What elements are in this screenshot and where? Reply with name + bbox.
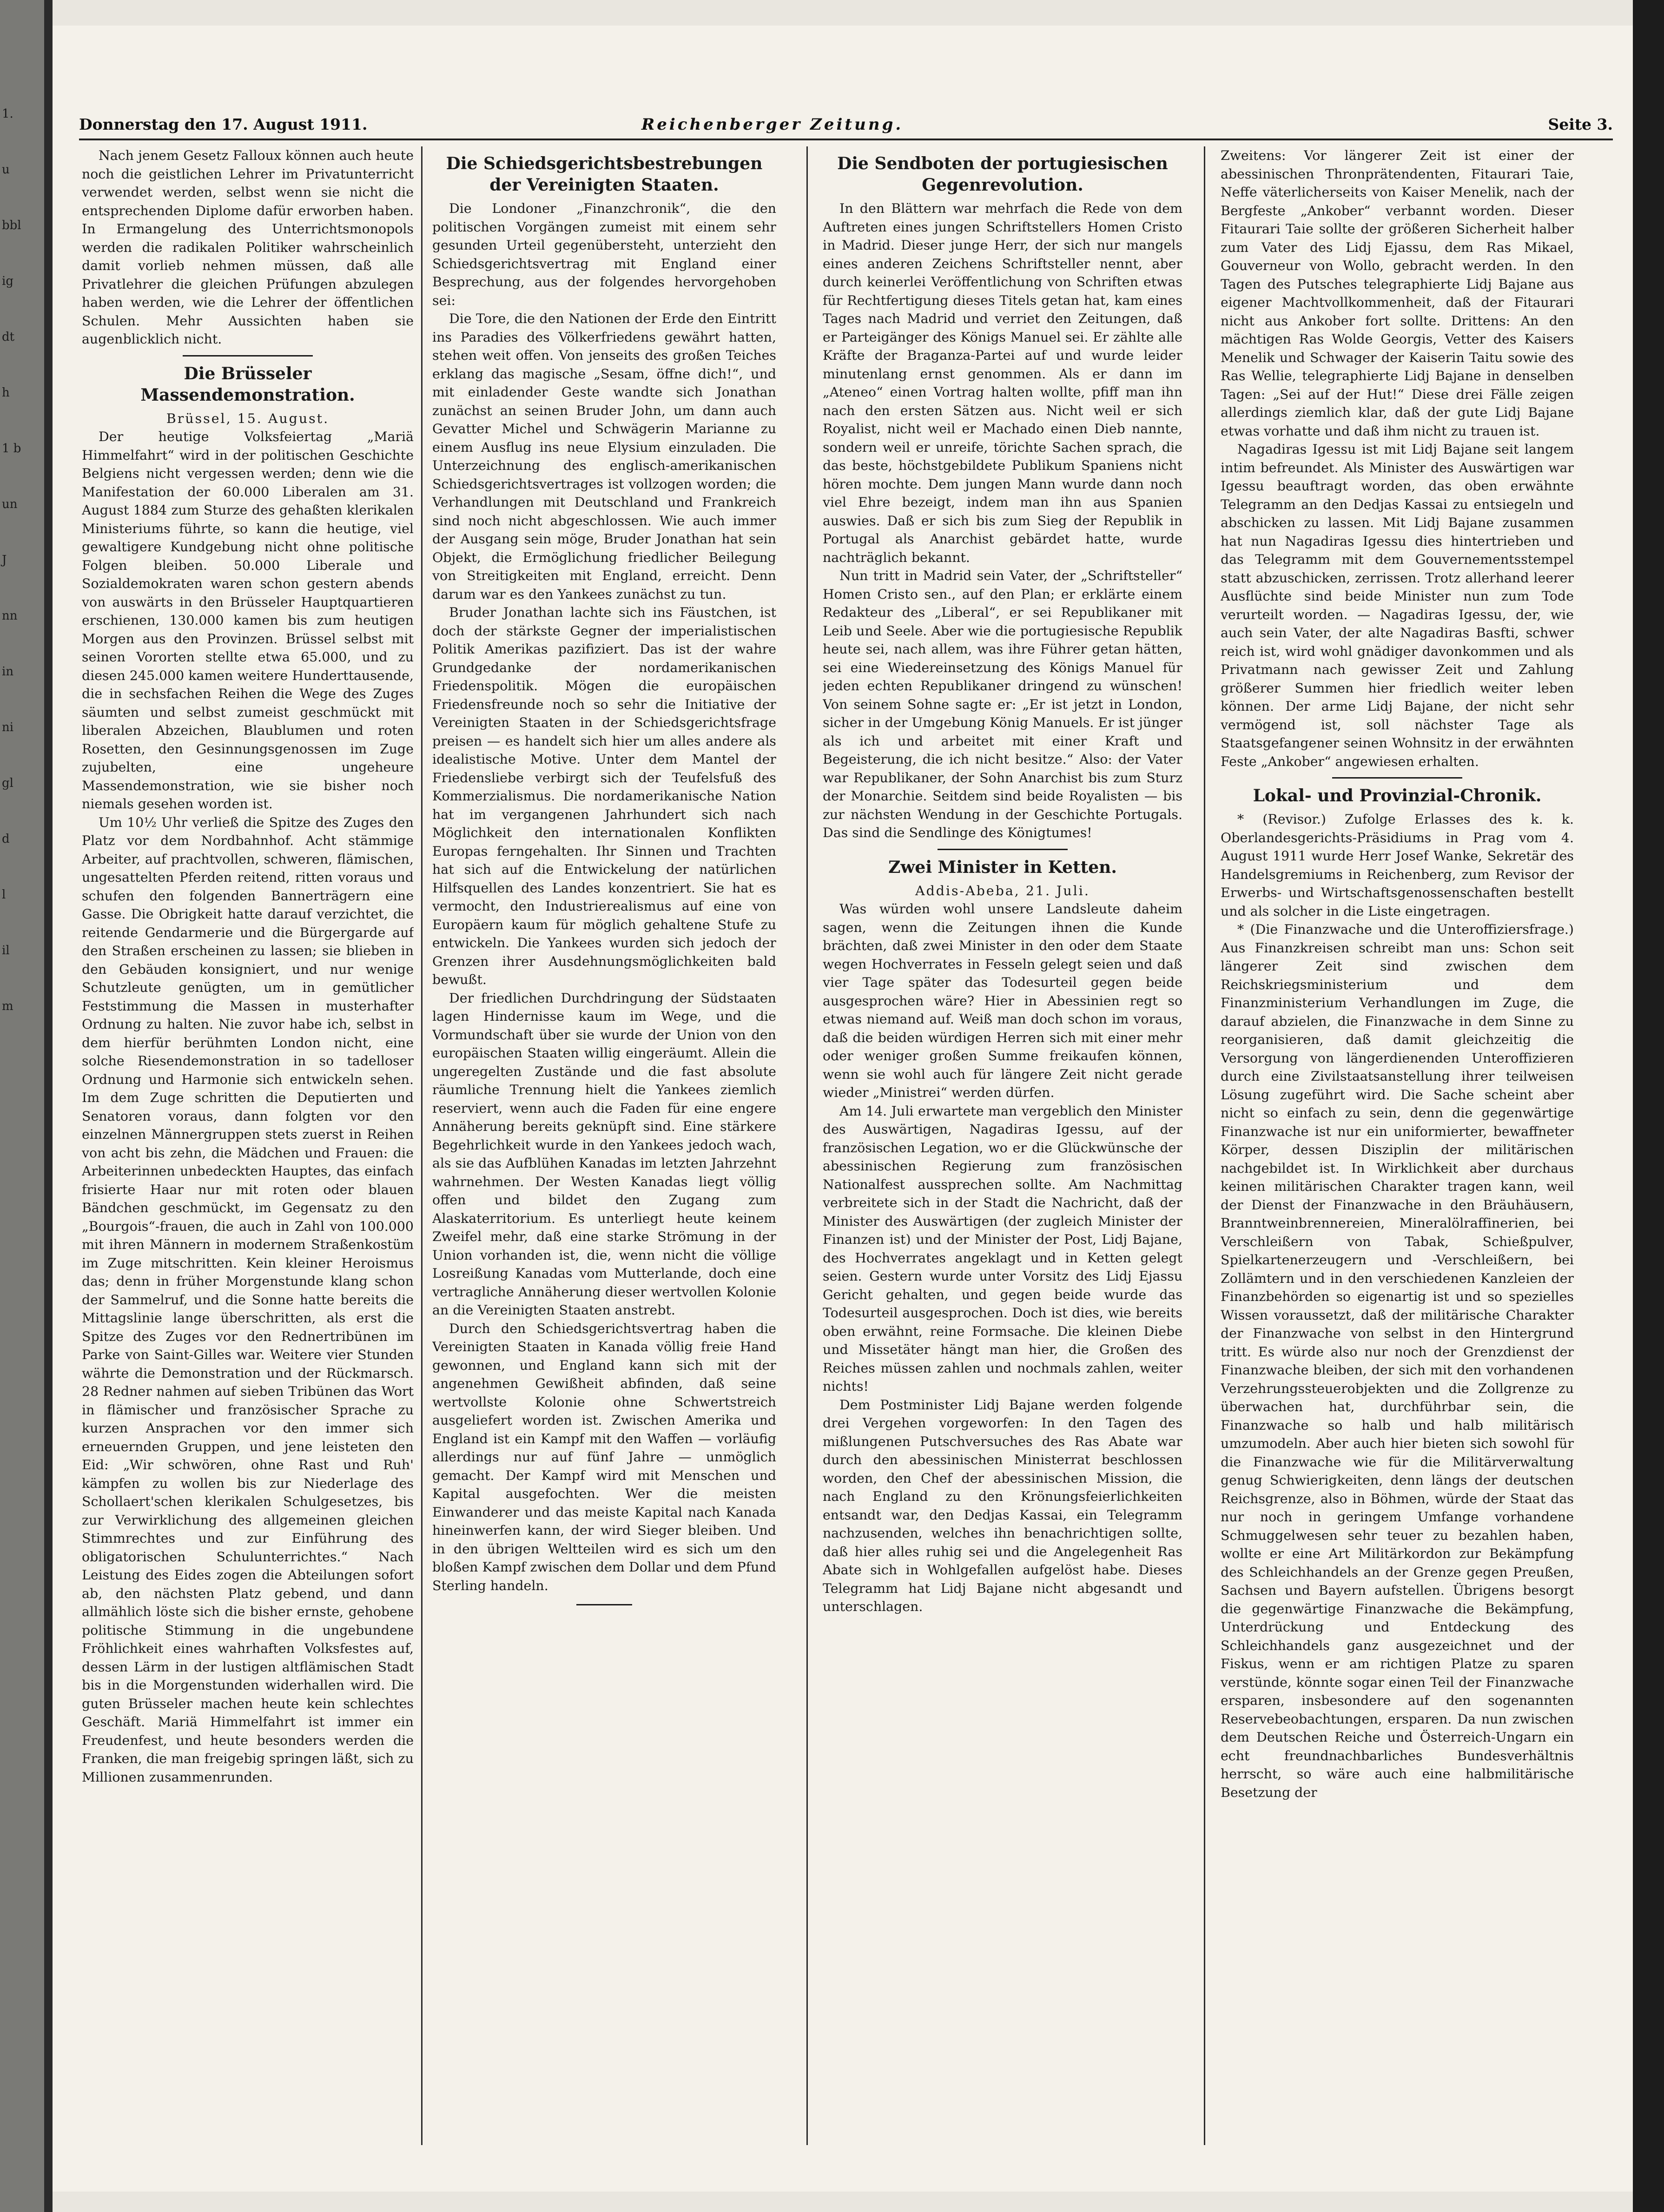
article-paragraph: Der heutige Volksfeiertag „Mariä Himmelfahrt“ wird in der politischen Geschichte Belgiens nicht vergessen werden; denn wie die Manifestation der 60.000 Liberalen am 31. August 1884 zum Sturze des gehaßten klerikalen Ministeriums führte, so kann die heutige, viel gewaltigere Kundgebung nicht ohne politische Folgen bleiben. 50.000 Liberale und Sozialdemokraten waren schon gestern abends von auswärts in den Brüsseler Hauptquartieren erschienen, 130.000 kamen bis zum heutigen Morgen aus den Provinzen. Brüssel selbst mit seinen Vororten stellte etwa 65.000, und zu diesen 245.000 kamen weitere Hunderttausende, die in sechsfachen Reihen die Wege des Zuges säumten und selbst zumeist geschmückt mit liberalen Abzeichen, Blaublumen und roten Rosetten, den Gesinnungsgenossen im Zuge zujubelten, eine ungeheure Massendemonstration, wie sie bisher noch niemals gesehen worden ist. <box>82 429 414 812</box>
adjacent-page-fragment: d <box>2 832 10 846</box>
article-paragraph: Zweitens: Vor längerer Zeit ist einer der abessinischen Thronprätendenten, Fitaurari Taie, Neffe väterlicherseits von Kaiser Menelik, nach der Bergfeste „Ankober“ verbannt worden. Dieser Fitaurari Taie sollte der größeren Sicherheit halber zum Vater des Lidj Ejassu, dem Ras Mikael, Gouverneur von Wollo, gebracht werden. In den Tagen des Putsches telegraphierte Lidj Bajane aus eigener Machtvollkommenheit, daß der Fitaurari nicht aus Ankober fort sollte. Drittens: An den mächtigen Ras Wolde Georgis, Vetter des Kaisers Menelik und Schwager der Kaiserin Taitu sowie des Ras Wellie, telegraphierte Lidj Bajane in denselben Tagen: „Sei auf der Hut!“ Diese drei Fälle zeigen allerdings ziemlich klar, daß der gute Lidj Bajane etwas vorhatte und daß ihm nicht zu trauen ist. <box>1221 148 1574 439</box>
column-divider <box>421 146 423 2145</box>
adjacent-page-fragment: u <box>2 163 10 177</box>
column-2 <box>432 146 776 2154</box>
article-paragraph: Am 14. Juli erwartete man vergeblich den Minister des Auswärtigen, Nagadiras Igessu, auf der französischen Legation, wo er die Glückwünsche der abessinischen Regierung zum französischen Nationalfest aussprechen sollte. Am Nachmittag verbreitete sich in der Stadt die Nachricht, daß der Minister des Auswärtigen (der zugleich Minister der Finanzen ist) und der Minister der Post, Lidj Bajane, des Hochverrates angeklagt und in Ketten gelegt seien. Gestern wurde unter Vorsitz des Lidj Ejassu Gericht gehalten, und gegen beide wurde das Todesurteil ausgesprochen. Doch ist dies, wie bereits oben erwähnt, reine Formsache. Die kleinen Diebe und Missetäter hängt man hier, die Großen des Reiches müssen zahlen und nochmals zahlen, weiter nichts! <box>823 1103 1182 1394</box>
adjacent-page-fragment: gl <box>2 776 13 790</box>
article-title: Die Brüsseler Massendemonstration. <box>140 363 355 405</box>
adjacent-page-fragment: in <box>2 665 14 679</box>
column-4 <box>1221 146 1574 2154</box>
article-title: Die Sendboten der portugiesischen Gegenrevolution. <box>837 154 1168 195</box>
news-item: * (Revisor.) Zufolge Erlasses des k. k. Oberlandesgerichts-Präsidiums in Prag vom 4. August 1911 wurde Herr Josef Wanke, Sekretär des Handelsgremiums in Reichenberg, zum Revisor der Erwerbs- und Wirtschaftsgenossenschaften bestellt und als solcher in die Liste eingetragen. <box>1221 812 1574 919</box>
adjacent-page-fragment: h <box>2 386 10 400</box>
article-paragraph: Dem Postminister Lidj Bajane werden folgende drei Vergehen vorgeworfen: In den Tagen des mißlungenen Putschversuches des Ras Abate war durch den abessinischen Ministerrat beschlossen worden, den Chef der abessinischen Mission, die nach England zu den Krönungsfeierlichkeiten entsandt war, den Dedjas Kassai, ein Telegramm nachzusenden, welches ihn benachrichtigen sollte, daß hier alles ruhig sei und die Angelegenheit Ras Abate sich in Wohlgefallen aufgelöst habe. Dieses Telegramm hat Lidj Bajane nicht abgesandt und unterschlagen. <box>823 1397 1182 1614</box>
adjacent-page-fragment: bbl <box>2 218 21 232</box>
header-date: Donnerstag den 17. August 1911. <box>79 115 368 133</box>
article-title: Zwei Minister in Ketten. <box>888 857 1117 877</box>
column-1 <box>82 146 414 2154</box>
adjacent-page-fragment: J <box>2 553 7 567</box>
article-title: Die Schiedsgerichtsbestrebungen der Vereinigten Staaten. <box>446 154 763 195</box>
article-paragraph: In den Blättern war mehrfach die Rede von dem Auftreten eines jungen Schriftstellers Homen Cristo in Madrid. Dieser junge Herr, der sich nur mangels eines anderen Zeichens Schriftsteller nennt, aber durch keinerlei Veröffentlichung von Schriften etwas für Rechtfertigung dieses Titels getan hat, kam eines Tages nach Madrid und verriet den Zeitungen, daß er Parteigänger des Königs Manuel sei. Er zählte alle Kräfte der Braganza-Partei auf und wurde leider minutenlang ernst genommen. Als er dann im „Ateneo“ einen Vortrag halten wollte, pfiff man ihn nach den ersten Sätzen aus. Nicht weil er sich Royalist, nicht weil er Machado einen Dieb nannte, sondern weil er unreife, törichte Sachen sprach, die das beste, höchstgebildete Publikum Spaniens nicht hören mochte. Dem jungen Mann wurde dann noch viel Ehre bezeigt, indem man ihn aus Spanien auswies. Daß er sich bis zum Sieg der Republik in Portugal als Anarchist gebärdet hatte, wurde nachträglich bekannt. <box>823 201 1182 565</box>
page-edge-right <box>1633 0 1664 2212</box>
article-paragraph: Nagadiras Igessu ist mit Lidj Bajane seit langem intim befreundet. Als Minister des Auswärtigen war Igessu beauftragt worden, das oben erwähnte Telegramm an den Dedjas Kassai zu entsiegeln und abschicken zu lassen. Mit Lidj Bajane zusammen hat nun Nagadiras Igessu dies hintertrieben und das Telegramm mit dem Gouvernementsstempel statt abzuschicken, zerrissen. Trotz allerhand leerer Ausflüchte sind beide Minister nun zum Tode verurteilt worden. — Nagadiras Igessu, der, wie auch sein Vater, der alte Nagadiras Basfti, schwer reich ist, wird wohl gnädiger davonkommen und als Privatmann nach gewisser Zeit und Zahlung größerer Summen hier friedlich weiter leben können. Der arme Lidj Bajane, der nicht sehr vermögend ist, soll nächster Tage als Staatsgefangener seinen Wohnsitz in der erwähnten Feste „Ankober“ angewiesen erhalten. <box>1221 442 1574 769</box>
article-separator <box>1332 777 1462 779</box>
binding-shadow <box>44 0 53 2212</box>
adjacent-page-fragment: 1. <box>2 107 13 121</box>
end-rule <box>576 1604 632 1605</box>
page-number: Seite 3. <box>1548 115 1613 133</box>
article-paragraph: Durch den Schiedsgerichtsvertrag haben die Vereinigten Staaten in Kanada völlig freie Hand gewonnen, und England kann sich mit der angenehmen Gewißheit abfinden, daß seine wertvollste Kolonie ohne Schwertstreich ausgeliefert worden ist. Zwischen Amerika und England ist ein Kampf mit den Waffen — vorläufig allerdings nur auf fünf Jahre — unmöglich gemacht. Der Kampf wird mit Menschen und Kapital ausgefochten. Wer die meisten Einwanderer und das meiste Kapital nach Kanada hineinwerfen kann, der wird Sieger bleiben. Und in den übrigen Weltteilen wird es sich um den bloßen Kampf zwischen dem Dollar und dem Pfund Sterling handeln. <box>432 1321 776 1593</box>
article-paragraph: Nach jenem Gesetz Falloux können auch heute noch die geistlichen Lehrer im Privatunterricht verwendet werden, selbst wenn sie nicht die entsprechenden Diplome dafür erworben haben. In Ermangelung des Unterrichtsmonopols werden die radikalen Politiker wahrscheinlich damit vorlieb nehmen müssen, daß alle Privatlehrer die gleichen Prüfungen abzulegen haben werden, wie die Lehrer der öffentlichen Schulen. Mehr Aussichten haben sie augenblicklich nicht. <box>82 148 414 347</box>
adjacent-page-fragment: un <box>2 497 18 511</box>
column-divider <box>806 146 808 2145</box>
adjacent-page-fragment: 1 b <box>2 442 21 456</box>
column-divider <box>1204 146 1205 2145</box>
article-paragraph: Die Londoner „Finanzchronik“, die den politischen Vorgängen zumeist mit einem sehr gesunden Urteil gegenübersteht, unterzieht den Schiedsgerichtsvertrag mit England einer Besprechung, aus der folgendes hervorgehoben sei: <box>432 201 776 308</box>
masthead: Reichenberger Zeitung. <box>641 115 904 134</box>
adjacent-page-fragment: dt <box>2 330 15 344</box>
article-separator <box>183 355 313 357</box>
adjacent-page-fragment: il <box>2 944 10 957</box>
article-separator <box>938 849 1068 850</box>
adjacent-page-fragment: l <box>2 888 6 902</box>
section-title: Lokal- und Provinzial-Chronik. <box>1253 786 1542 806</box>
column-3 <box>823 146 1182 2154</box>
adjacent-page-fragment: nn <box>2 609 18 623</box>
adjacent-page-fragment: m <box>2 999 13 1013</box>
article-paragraph: Um 10½ Uhr verließ die Spitze des Zuges den Platz vor dem Nordbahnhof. Acht stämmige Arbeiter, auf prachtvollen, schweren, flämischen, ungesattelten Pferden reitend, ritten voraus und schufen den folgenden Bannerträgern eine Gasse. Die Obrigkeit hatte darauf verzichtet, die reitende Gendarmerie und die Bürgergarde auf den Straßen erscheinen zu lassen; sie blieben in den Gebäuden konsigniert, und nur wenige Schutzleute genügten, um in gemütlicher Feststimmung die Massen in musterhafter Ordnung zu halten. Nie zuvor habe ich, selbst in dem hierfür berühmten London nicht, eine solche Riesendemonstration in so tadelloser Ordnung und Harmonie sich entwickeln sehen. Im dem Zuge schritten die Deputierten und Senatoren voraus, dann folgten vor den einzelnen Männergruppen stets zuerst in Reihen von acht bis zehn, die Mädchen und Frauen: die Arbeiterinnen unbedeckten Hauptes, das einfach frisierte Haar nur mit roten oder blauen Bändchen geschmückt, im Gegensatz zu den „Bourgois“-frauen, die auch in Zahl von 100.000 mit ihren Männern in modernem Straßenkostüm im Zuge mitschritten. Kein kleiner Heroismus das; denn in früher Morgenstunde klang schon der Sammelruf, und die Sonne hatte bereits die Mittagslinie lange überschritten, als erst die Spitze des Zuges vor den Rednertribünen im Parke von Saint-Gilles war. Weitere vier Stunden währte die Demonstration und der Rückmarsch. 28 Redner nahmen auf sieben Tribünen das Wort in flämischer und französischer Sprache zu kurzen Ansprachen vor den immer sich erneuernden Gruppen, und jene leisteten den Eid: „Wir schwören, ohne Rast und Ruh' kämpfen zu wollen bis zur Niederlage des Schollaert'schen klerikalen Schulgesetzes, bis zur Verwirklichung des allgemeinen gleichen Stimmrechtes und zur Einführung des obligatorischen Schulunterrichtes.“ Nach Leistung des Eides zogen die Abteilungen sofort ab, den nächsten Platz gebend, und dann allmählich löste sich die bisher ernste, gehobene politische Stimmung in die ungebundene Fröhlichkeit eines wahrhaften Volksfestes auf, dessen Lärm in der lustigen altflämischen Stadt bis in die Morgenstunden widerhallen wird. Die guten Brüsseler machen heute kein schlechtes Geschäft. Mariä Himmelfahrt ist immer ein Freudenfest, und heute besonders werden die Franken, die man freigebig springen läßt, sich zu Millionen zusammenrunden. <box>82 814 414 1785</box>
adjacent-page-fragment: ni <box>2 720 14 734</box>
header-rule <box>79 139 1613 140</box>
dateline: Addis-Abeba, 21. Juli. <box>915 883 1090 898</box>
adjacent-page-strip <box>0 0 44 2212</box>
dateline: Brüssel, 15. August. <box>166 410 330 426</box>
article-paragraph: Was würden wohl unsere Landsleute daheim sagen, wenn die Zeitungen ihnen die Kunde brächten, daß zwei Minister in den oder dem Staate wegen Hochverrates in Fesseln gelegt seien und daß vier Tage später das Todesurteil gegen beide ausgesprochen wäre? Hier in Abessinien regt so etwas niemand auf. Weiß man doch schon im voraus, daß die beiden würdigen Herren sich mit einer mehr oder weniger großen Summe freikaufen können, wenn sie wohl auch für längere Zeit nicht gerade wieder „Ministrei“ werden dürfen. <box>823 901 1182 1100</box>
news-item: * (Die Finanzwache und die Unteroffiziersfrage.) Aus Finanzkreisen schreibt man uns: Schon seit längerer Zeit sind zwischen dem Reichskriegsministerium und dem Finanzministerium Verhandlungen im Zuge, die darauf abzielen, die Finanzwache in dem Sinne zu reorganisieren, daß damit gleichzeitig die Versorgung von längerdienenden Unteroffizieren durch eine Zivilstaatsanstellung ihrer teilweisen Lösung zugeführt wird. Die Sache scheint aber nicht so einfach zu sein, denn die gegenwärtige Finanzwache ist nur ein uniformierter, bewaffneter Körper, dessen Disziplin der militärischen nachgebildet ist. In Wirklichkeit aber durchaus keinen militärischen Charakter tragen kann, weil der Dienst der Finanzwache in den Bräuhäusern, Branntweinbrennereien, Mineralölraffinerien, bei Verschleißern von Tabak, Schießpulver, Spielkartenerzeugern und -Verschleißern, bei Zollämtern und in den verschiedenen Kanzleien der Finanzbehörden so eigenartig ist und so spezielles Wissen voraussetzt, daß der militärische Charakter der Finanzwache von selbst in den Hintergrund tritt. Es würde also nur noch der Grenzdienst der Finanzwache bleiben, der sich mit den vorhandenen Verzehrungssteuerobjekten und die Zollgrenze zu überwachen hat, durchführbar sein, die Finanzwache so halb und halb militärisch umzumodeln. Aber auch hier bieten sich sowohl für die Finanzwache wie für die Militärverwaltung genug Schwierigkeiten, denn längs der deutschen Reichsgrenze, also in Böhmen, würde der Staat das nur noch in geringem Umfange vorhandene Schmuggelwesen sehr teuer zu bezahlen haben, wollte er eine Art Militärkordon zur Bekämpfung des Schleichhandels an der Grenze gegen Preußen, Sachsen und Bayern aufstellen. Übrigens besorgt die gegenwärtige Finanzwache die Bekämpfung, Unterdrückung und Entdeckung des Schleichhandels ganz ausgezeichnet und der Fiskus, wenn er am richtigen Platze zu sparen verstünde, könnte sogar einen Teil der Finanzwache ersparen, insbesondere auf den sogenannten Reservebeobachtungen, ersparen. Da nun zwischen dem Deutschen Reiche und Österreich-Ungarn ein echt freundnachbarliches Bundesverhältnis herrscht, so wäre auch eine halbmilitärische Besetzung der <box>1221 922 1574 1800</box>
article-paragraph: Die Tore, die den Nationen der Erde den Eintritt ins Paradies des Völkerfriedens gewährt hatten, stehen weit offen. Von jenseits des großen Teiches erklang das magische „Sesam, öffne dich!“, und mit einladender Geste wandte sich Jonathan zunächst an seinen Bruder John, um dann auch Gevatter Michel und Schwägerin Marianne zu einem Ausflug ins neue Elysium einzuladen. Die Unterzeichnung des englisch-amerikanischen Schiedsgerichtsvertrages ist vollzogen worden; die Verhandlungen mit Deutschland und Frankreich sind noch nicht abgeschlossen. Wie auch immer der Ausgang sein möge, Bruder Jonathan hat sein Objekt, die Ermöglichung friedlicher Beilegung von Streitigkeiten mit England, erreicht. Denn darum war es den Yankees zunächst zu tun. <box>432 311 776 602</box>
article-paragraph: Der friedlichen Durchdringung der Südstaaten lagen Hindernisse kaum im Wege, und die Vormundschaft über sie wurde der Union von den europäischen Staaten willig eingeräumt. Allein die ungeregelten Zustände und die fast absolute räumliche Trennung hielt die Yankees ziemlich reserviert, wenn auch die Faden für eine engere Annäherung bereits geknüpft sind. Eine stärkere Begehrlichkeit wurde in den Yankees jedoch wach, als sie das Aufblühen Kanadas im letzten Jahrzehnt wahrnehmen. Der Westen Kanadas liegt völlig offen und bildet den Zugang zum Alaskaterritorium. Es unterliegt heute keinem Zweifel mehr, daß eine starke Strömung in der Union vorhanden ist, die, wenn nicht die völlige Losreißung Kanadas vom Mutterlande, doch eine vertragliche Annäherung dieser wertvollen Kolonie an die Vereinigten Staaten anstrebt. <box>432 990 776 1318</box>
adjacent-page-fragment: ig <box>2 274 13 288</box>
article-paragraph: Bruder Jonathan lachte sich ins Fäustchen, ist doch der stärkste Gegner der imperialistischen Politik Amerikas pazifiziert. Das ist der wahre Grundgedanke der nordamerikanischen Friedenspolitik. Mögen die europäischen Friedensfreunde noch so sehr die Initiative der Vereinigten Staaten in der Schiedsgerichtsfrage preisen — es handelt sich hier um alles andere als idealistische Motive. Unter dem Mantel der Friedensliebe verbirgt sich der Teufelsfuß des Kommerzialismus. Die nordamerikanische Nation hat im vergangenen Jahrhundert sich nach Möglichkeit den internationalen Konflikten Europas ferngehalten. Ihr Sinnen und Trachten hat sich auf die Entwickelung der natürlichen Hilfsquellen des Landes konzentriert. Sie hat es vermocht, den Industrierealismus auf eine von Europäern kaum für möglich gehaltene Stufe zu entwickeln. Die Yankees wurden sich jedoch der Grenzen ihrer Ausdehnungsmöglichkeiten bald bewußt. <box>432 605 776 987</box>
article-paragraph: Nun tritt in Madrid sein Vater, der „Schriftsteller“ Homen Cristo sen., auf den Plan; er erklärte einem Redakteur des „Liberal“, er sei Republikaner mit Leib und Seele. Aber wie die portugiesische Republik heute sei, nach allem, was ihre Führer getan hätten, sei eine Wiedereinsetzung des Königs Manuel für jeden echten Republikaner dringend zu wünschen! Von seinem Sohne sagte er: „Er ist jetzt in London, sicher in der Umgebung König Manuels. Er ist jünger als ich und arbeitet mit einer Kraft und Begeisterung, die ich nicht besitze.“ Also: der Vater war Republikaner, der Sohn Anarchist bis zum Sturz der Monarchie. Seitdem sind beide Royalisten — bis zur nächsten Wendung in der Geschichte Portugals. Das sind die Sendlinge des Königtumes! <box>823 568 1182 840</box>
